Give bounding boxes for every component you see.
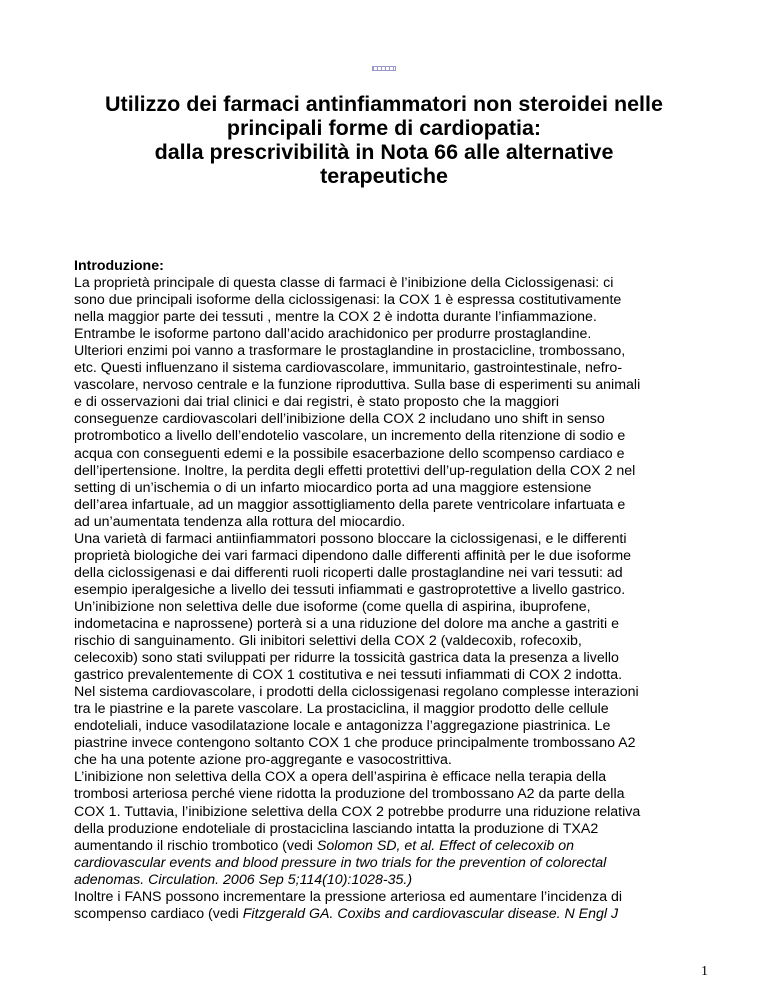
body-text-segment: indometacina e naprossene) porterà si a una riduzione del dolore ma anche a gastriti e	[74, 615, 619, 632]
body-line	[74, 292, 714, 309]
body-text-segment: vascolare, nervoso centrale e la funzione riproduttiva. Sulla base di esperimenti su animali	[74, 377, 641, 394]
body-text-segment: Nel sistema cardiovascolare, i prodotti della ciclossigenasi regolano complesse interazioni	[74, 684, 639, 701]
body-line	[74, 616, 714, 633]
body-line	[74, 377, 714, 394]
body-line	[74, 497, 714, 514]
body-text-segment: dell’area infartuale, ad un maggior assottigliamento della parete ventricolare infartuata e	[74, 496, 626, 513]
body-text-segment: ad un’aumentata tendenza alla rottura del miocardio.	[74, 513, 406, 530]
body-line	[74, 463, 714, 480]
body-line	[74, 786, 714, 803]
body-text-segment: e di osservazioni dai trial clinici e dai registri, è stato proposto che la maggiori	[74, 394, 559, 411]
body-line	[74, 326, 714, 343]
body-line	[74, 667, 714, 684]
body-line	[74, 582, 714, 599]
body-text-segment: dell’ipertensione. Inoltre, la perdita degli effetti protettivi dell’up-regulation della COX 2 nel	[74, 462, 636, 479]
body-text-segment: della ciclossigenasi e dai differenti ruoli ricoperti dalle prostaglandine nei vari tessuti: ad	[74, 564, 623, 581]
body-text-segment: celecoxib) sono stati sviluppati per ridurre la tossicità gastrica data la presenza a livello	[74, 650, 619, 667]
body-text-segment: proprietà biologiche dei vari farmaci dipendono dalle differenti affinità per le due isoforme	[74, 547, 632, 564]
body-line	[74, 735, 714, 752]
title-line: Utilizzo dei farmaci antinfiammatori non steroidei nelle	[105, 92, 663, 116]
document-title	[60, 92, 708, 188]
body-line	[74, 701, 714, 718]
section-heading: Introduzione:	[74, 258, 164, 274]
body-line	[74, 906, 714, 923]
body-text-segment: scompenso cardiaco (vedi	[74, 905, 243, 922]
body-text-segment: etc. Questi influenzano il sistema cardiovascolare, immunitario, gastrointestinale, nefro-	[74, 360, 623, 377]
body-text-segment: che ha una potente azione pro-aggregante e vasocostrittiva.	[74, 752, 452, 769]
body-text	[74, 258, 714, 923]
body-text-segment: La proprietà principale di questa classe di farmaci è l’inibizione della Ciclossigenasi: ci	[74, 275, 614, 292]
page-number: 1	[701, 964, 708, 979]
body-text-segment: acqua con conseguenti edemi e la possibile esacerbazione dello scompenso cardiaco e	[74, 445, 625, 462]
body-text-segment: trombosi arteriosa perché viene ridotta la produzione del trombossano A2 da parte della	[74, 786, 625, 803]
body-line	[74, 548, 714, 565]
body-line	[74, 633, 714, 650]
body-line	[74, 309, 714, 326]
body-line	[74, 428, 714, 445]
body-line	[74, 769, 714, 786]
body-line	[74, 752, 714, 769]
body-line	[74, 446, 714, 463]
title-line: terapeutiche	[320, 164, 448, 188]
body-line	[74, 514, 714, 531]
body-text-segment: Entrambe le isoforme partono dall’acido arachidonico per produrre prostaglandine.	[74, 326, 592, 343]
body-text-segment: endoteliali, induce vasodilatazione locale e antagonizza l’aggregazione piastrinica. Le	[74, 718, 611, 735]
body-text-segment: della produzione endoteliale di prostaciclina lasciando intatta la produzione di TXA2	[74, 820, 599, 837]
body-text-segment: gastrico prevalentemente di COX 1 costitutiva e nei tessuti infiammati di COX 2 indotta.	[74, 667, 623, 684]
body-text-segment: COX 1. Tuttavia, l’inibizione selettiva della COX 2 potrebbe produrre una riduzione relativa	[74, 803, 641, 820]
body-line	[74, 804, 714, 821]
body-line	[74, 855, 714, 872]
body-line	[74, 275, 714, 292]
body-text-segment: Ulteriori enzimi poi vanno a trasformare le prostaglandine in prostacicline, trombossano,	[74, 343, 626, 360]
body-line	[74, 360, 714, 377]
body-text-segment: tra le piastrine e la parete vascolare. La prostaciclina, il maggior prodotto delle cellule	[74, 701, 609, 718]
body-line	[74, 684, 714, 701]
body-text-segment: conseguenze cardiovascolari dell’inibizione della COX 2 includano uno shift in senso	[74, 411, 605, 428]
body-line	[74, 838, 714, 855]
body-text-segment: nella maggior parte dei tessuti , mentre la COX 2 è indotta durante l’infiammazione.	[74, 309, 597, 326]
body-text-segment: setting di un’ischemia o di un infarto miocardico porta ad una maggiore estensione	[74, 479, 592, 496]
header-logo-icon	[372, 66, 396, 71]
body-text-segment: esempio iperalgesiche a livello dei tessuti infiammati e gastroprotettive a livello gastrico.	[74, 581, 626, 598]
title-line: principali forme di cardiopatia:	[226, 116, 542, 140]
body-line	[74, 480, 714, 497]
body-text-segment: Una varietà di farmaci antiinfiammatori possono bloccare la ciclossigenasi, e le differenti	[74, 530, 627, 547]
citation-text: cardiovascular events and blood pressure in two trials for the prevention of colorectal	[74, 854, 607, 871]
body-line	[74, 343, 714, 360]
citation-text: Fitzgerald GA. Coxibs and cardiovascular disease. N Engl J	[242, 905, 619, 922]
body-text-segment: Un’inibizione non selettiva delle due isoforme (come quella di aspirina, ibuprofene,	[74, 598, 591, 615]
citation-text: Solomon SD, et al. Effect of celecoxib on	[316, 837, 574, 854]
body-text-segment: rischio di sanguinamento. Gli inibitori selettivi della COX 2 (valdecoxib, rofecoxib,	[74, 633, 582, 650]
body-line	[74, 650, 714, 667]
body-text-segment: protrombotico a livello dell’endotelio vascolare, un incremento della ritenzione di sodio e	[74, 428, 626, 445]
body-line	[74, 889, 714, 906]
body-text-segment: aumentando il rischio trombotico (vedi	[74, 837, 317, 854]
body-line	[74, 821, 714, 838]
body-line	[74, 531, 714, 548]
body-line	[74, 565, 714, 582]
body-text-segment: Inoltre i FANS possono incrementare la pressione arteriosa ed aumentare l’incidenza di	[74, 888, 623, 905]
title-line: dalla prescrivibilità in Nota 66 alle alternative	[154, 140, 614, 164]
body-line	[74, 718, 714, 735]
body-text-segment: sono due principali isoforme della ciclossigenasi: la COX 1 è espressa costitutivamente	[74, 292, 622, 309]
citation-text: adenomas. Circulation. 2006 Sep 5;114(10):1028-35.)	[74, 871, 413, 888]
body-line	[74, 599, 714, 616]
body-line	[74, 411, 714, 428]
body-line	[74, 872, 714, 889]
body-line	[74, 394, 714, 411]
body-text-segment: L’inibizione non selettiva della COX a opera dell’aspirina è efficace nella terapia della	[74, 769, 607, 786]
body-text-segment: piastrine invece contengono soltanto COX 1 che produce principalmente trombossano A2	[74, 735, 636, 752]
